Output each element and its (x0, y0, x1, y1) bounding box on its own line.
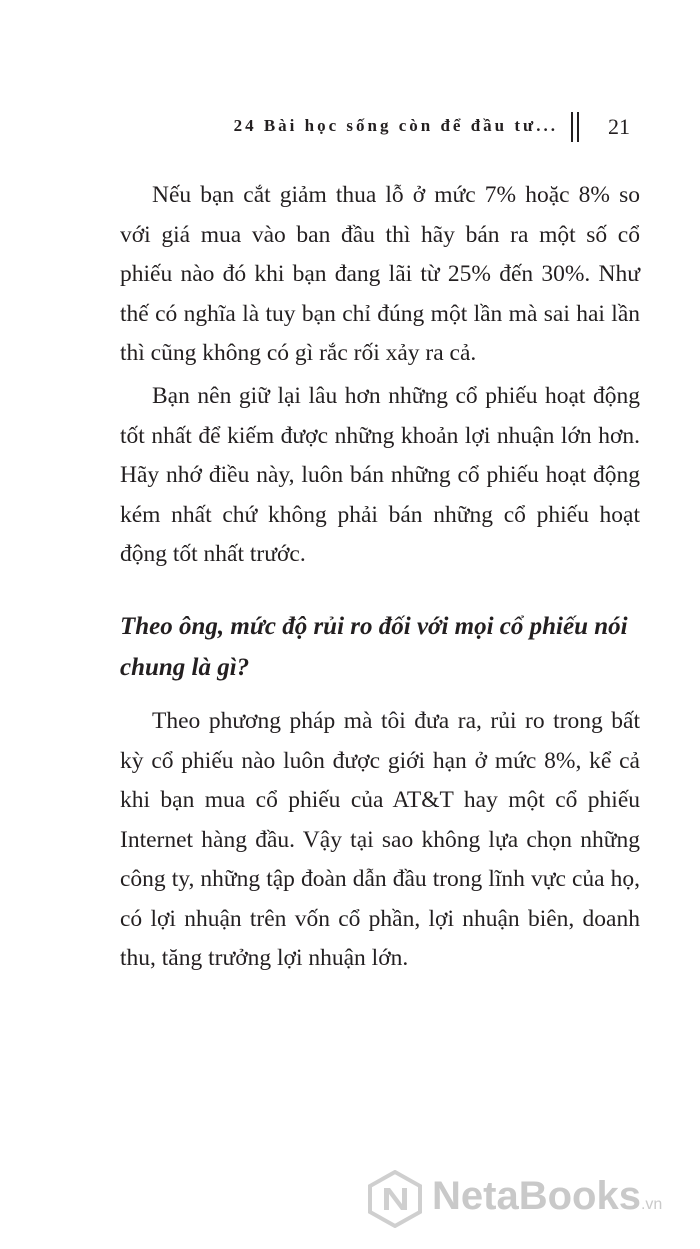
watermark-text (432, 1174, 662, 1219)
paragraph-3: Theo phương pháp mà tôi đưa ra, rủi ro trong bất kỳ cổ phiếu nào luôn được giới hạn ở mức 8%, kể cả khi bạn mua cổ phiếu của AT&T hay một cổ phiếu Internet hàng đầu. Vậy tại sao không lựa chọn những công ty, những tập đoàn dẫn đầu trong lĩnh vực của họ, có lợi nhuận trên vốn cổ phần, lợi nhuận biên, doanh thu, tăng trưởng lợi nhuận lớn. (120, 708, 640, 971)
netabooks-logo-icon (366, 1170, 424, 1228)
watermark (366, 1166, 696, 1236)
interview-question: Theo ông, mức độ rủi ro đối với mọi cổ phiếu nói chung là gì? (120, 613, 628, 681)
header-divider (571, 112, 583, 142)
paragraph-1-block (120, 176, 640, 374)
running-title: 24 Bài học sống còn để đầu tư... (233, 116, 558, 135)
paragraph-1: Nếu bạn cắt giảm thua lỗ ở mức 7% hoặc 8% so với giá mua vào ban đầu thì hãy bán ra một số cổ phiếu nào đó khi bạn đang lãi từ 25% đến 30%. Như thế có nghĩa là tuy bạn chỉ đúng một lần mà sai hai lần thì cũng không có gì rắc rối xảy ra cả. (120, 182, 640, 366)
paragraph-2: Bạn nên giữ lại lâu hơn những cổ phiếu hoạt động tốt nhất để kiếm được những khoản lợi nhuận lớn hơn. Hãy nhớ điều này, luôn bán những cổ phiếu hoạt động kém nhất chứ không phải bán những cổ phiếu hoạt động tốt nhất trước. (120, 383, 640, 567)
page-number: 21 (608, 114, 630, 139)
paragraph-3-block (120, 702, 640, 979)
watermark-suffix: .vn (640, 1196, 663, 1213)
watermark-brand: NetaBooks (432, 1174, 641, 1218)
paragraph-2-block (120, 377, 640, 575)
running-header (0, 110, 700, 150)
